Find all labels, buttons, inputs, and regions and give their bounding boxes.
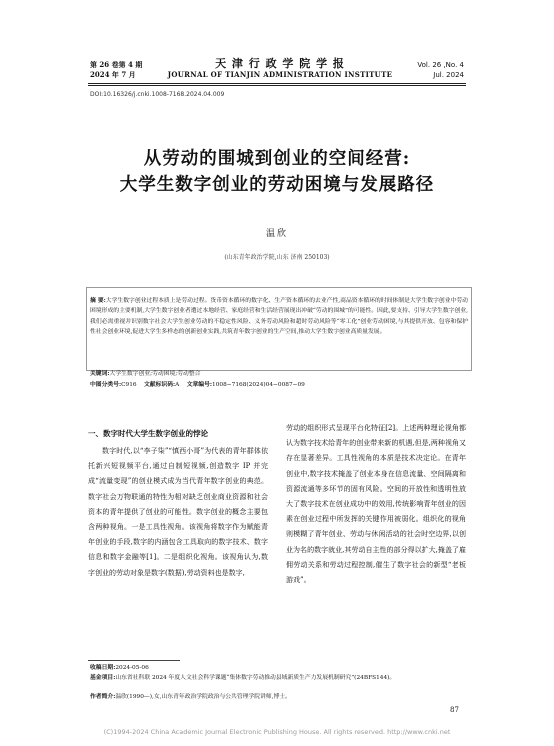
doc-code-value: A <box>175 382 180 388</box>
clc-label: 中图分类号: <box>90 382 122 388</box>
classification-line <box>90 380 468 390</box>
paragraph: 数字时代,以“李子柒”“慎西小哥”为代表的青年群体依托新兴短视频平台,通过自制短视频,创造数字 IP 并完成“流量变现”的创业模式成为当代青年数字创业的典范。数字社会万物联通的特性为相对缺乏创业商业资源和社会资本的青年提供了创业的可能性。数字创业的概念主要包含两种视角。一是工具性视角。该视角将数字作为赋能青年创业的手段,数字的内涵包含工具取向的数字技术、数字信息和数字金融等[1]。二是组织化视角。该视角认为,数字创业的劳动对象是数字(数据),劳动资料也是数字, <box>88 447 268 577</box>
author-affiliation: (山东青年政治学院,山东 济南 250103) <box>224 254 330 261</box>
article-title-line2: 大学生数字创业的劳动困境与发展路径 <box>119 175 435 195</box>
article-title-line1: 从劳动的围城到创业的空间经营: <box>143 149 411 169</box>
footnote-received <box>90 664 468 674</box>
footnote-author-bio <box>90 693 468 703</box>
section-heading: 一、数字时代大学生数字创业的悖论 <box>88 429 208 438</box>
author-bio-label: 作者简介: <box>90 694 116 700</box>
article-number-value: 1008−7168(2024)04−0087−09 <box>212 382 305 388</box>
doi: DOI:10.16326/j.cnki.1008-7168.2024.04.009 <box>90 91 225 98</box>
header-rule-thin <box>88 85 466 86</box>
journal-masthead <box>150 57 410 80</box>
footnote-fund <box>90 674 468 684</box>
author-name: 温欣 <box>265 229 288 239</box>
journal-title-en: JOURNAL OF TIANJIN ADMINISTRATION INSTITUTE <box>167 70 393 79</box>
footnote-rule <box>88 660 180 661</box>
abstract-label: 摘 要: <box>90 298 106 304</box>
issue-date-en: Jul. 2024 <box>433 71 464 79</box>
issue-date: 2024 年 7 月 <box>90 70 136 79</box>
journal-issue-info-en <box>417 60 464 80</box>
copyright-watermark: (C)1994-2024 China Academic Journal Electronic Publishing House. All rights reserved. http://www.cnki.net <box>103 728 451 736</box>
body-column-right <box>286 421 466 588</box>
keywords-text: 大学生数字创业;劳动困境;劳动整合 <box>109 371 201 377</box>
volume-issue: 第 26 卷第 4 期 <box>90 60 143 69</box>
page-number: 87 <box>450 706 459 714</box>
doc-code-label: 文献标识码: <box>144 382 176 388</box>
received-label: 收稿日期: <box>90 665 116 671</box>
paragraph: 劳动的组织形式呈现平台化特征[2]。上述两种理论视角都认为数字技术给青年的创业带来新的机遇,但是,两种视角又存在显著差异。工具性视角的本质是技术决定论。在青年创业中,数字技术掩盖了创业本身在信息流量、空间隔离和资源流通等多环节的固有风险。空间的开放性和透明性放大了数字技术在创业成功中的效用,传统影响青年创业的因素在创业过程中所发挥的关键作用被弱化。组织化的视角则模糊了青年创业、劳动与休闲活动的社会时空边界,以创业为名的数字就业,其劳动自主性的部分得以扩大,掩盖了雇佣劳动关系和劳动过程控制,催生了数字社会的新型“老板游戏”。 <box>286 424 466 585</box>
received-date: 2024-05-06 <box>115 665 149 671</box>
author-bio-text: 温欣(1990—),女,山东青年政治学院政治与公共管理学院讲师,博士。 <box>115 694 291 700</box>
fund-text: 山东省社科联 2024 年度人文社会科学课题“集体数字劳动推动县域新质生产力发展机制研究”(24BFS144)。 <box>115 675 396 681</box>
fund-label: 基金项目: <box>90 675 116 681</box>
keywords <box>90 369 468 379</box>
body-column-left <box>88 444 268 581</box>
abstract-text: 大学生数字创业过程本质上是劳动过程。货币资本循环的数字化、生产资本循环的去业产性,商品资本循环的时间体制是大学生数字创业中劳动困境形成的主要机制,大学生数字创业者遭过本地经营、家庭经营和生活经营展现出冲破“劳动的围城”的可能性。因此,要支持、引导大学生数字创业,我们必需重视并识别数字社会大学生创业劳动的不稳定性风险、义务劳动风险和超时劳动风险等“零工化”创业劳动困境,与其提供开放、包容和保护性社会创业环境,促进大学生多样态的创新创业实践,共筑青年数字创业的生产空间,推动大学生数字创业高质量发展。 <box>90 298 468 335</box>
clc-value: C916 <box>121 382 137 388</box>
keywords-label: 关键词: <box>90 371 110 377</box>
abstract <box>90 296 468 337</box>
journal-title-cn: 天 津 行 政 学 院 学 报 <box>215 57 345 70</box>
volume-issue-en: Vol. 26 ,No. 4 <box>417 61 464 69</box>
journal-issue-info <box>90 60 142 80</box>
article-number-label: 文章编号: <box>186 382 213 388</box>
header-rule <box>88 83 466 84</box>
